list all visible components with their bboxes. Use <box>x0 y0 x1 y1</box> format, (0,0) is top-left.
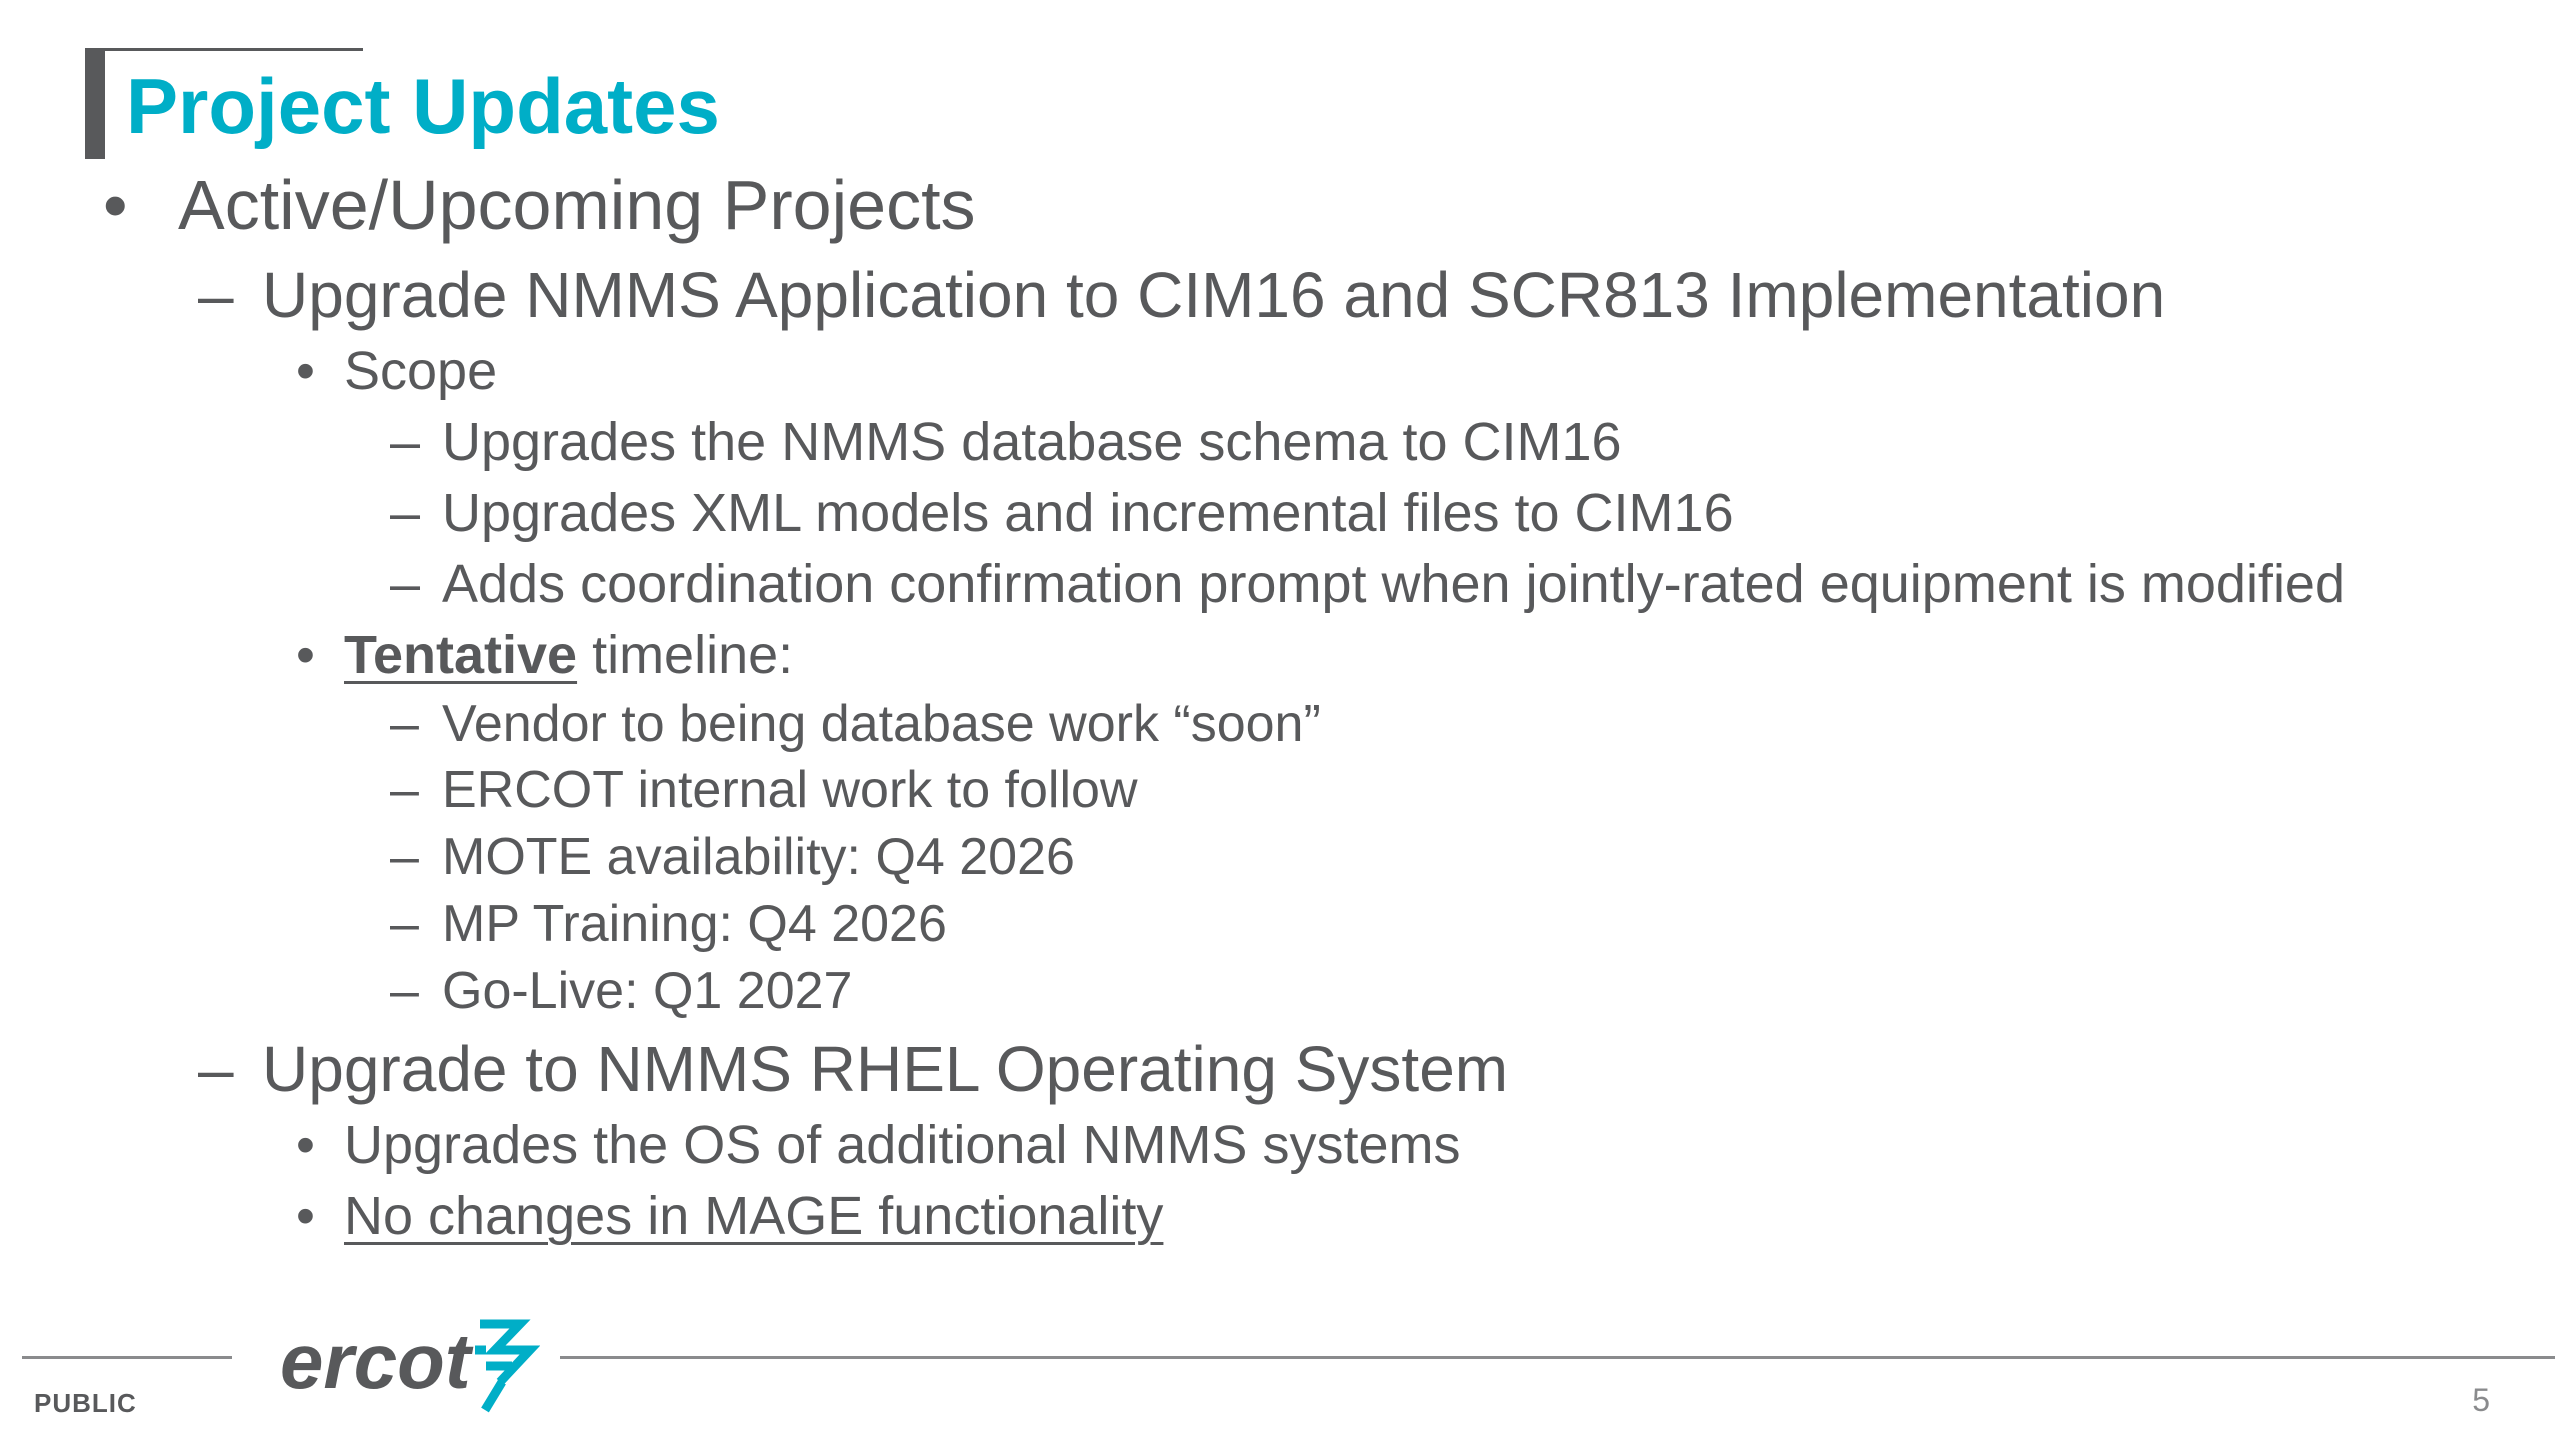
bullet-marker: • <box>296 625 315 685</box>
tentative-emphasis: Tentative <box>344 625 578 685</box>
dash-marker: – <box>390 828 419 886</box>
dash-marker: – <box>390 554 421 614</box>
dash-marker: – <box>390 483 421 543</box>
dash-marker: – <box>390 962 419 1020</box>
bullet-marker: • <box>296 341 315 401</box>
section-heading: Active/Upcoming Projects <box>178 166 976 244</box>
project2-item: Upgrades the OS of additional NMMS systems <box>344 1115 1461 1175</box>
project-item: Upgrade NMMS Application to CIM16 and SCR813 Implementation <box>262 259 2166 331</box>
classification-label: PUBLIC <box>34 1388 137 1418</box>
timeline-item: MP Training: Q4 2026 <box>442 895 947 953</box>
bullet-marker: • <box>296 1186 315 1246</box>
bullet-marker: • <box>103 166 128 244</box>
timeline-item: Vendor to being database work “soon” <box>442 695 1321 753</box>
timeline-item: ERCOT internal work to follow <box>442 761 1138 819</box>
ercot-wordmark: ercot <box>280 1317 471 1405</box>
project-item: Upgrade to NMMS RHEL Operating System <box>262 1033 1509 1105</box>
bullet-marker: • <box>296 1115 315 1175</box>
dash-marker: – <box>198 259 234 331</box>
scope-item: Upgrades XML models and incremental files to CIM16 <box>442 483 1734 543</box>
timeline-heading-label: timeline: <box>577 625 794 685</box>
timeline-heading <box>344 623 793 687</box>
footer-divider-right <box>560 1356 2555 1359</box>
ercot-logo <box>280 1310 540 1420</box>
slide-title: Project Updates <box>126 62 720 150</box>
page-number: 5 <box>2472 1382 2490 1418</box>
scope-item: Adds coordination confirmation prompt when jointly-rated equipment is modified <box>442 554 2345 614</box>
title-accent-bar <box>85 48 105 159</box>
timeline-item: MOTE availability: Q4 2026 <box>442 828 1075 886</box>
dash-marker: – <box>390 695 419 753</box>
dash-marker: – <box>198 1033 234 1105</box>
title-accent-rule <box>85 48 363 51</box>
scope-item: Upgrades the NMMS database schema to CIM16 <box>442 412 1622 472</box>
footer-divider-left <box>22 1356 232 1359</box>
project2-item: No changes in MAGE functionality <box>344 1186 1164 1246</box>
dash-marker: – <box>390 895 419 953</box>
scope-heading: Scope <box>344 341 498 401</box>
dash-marker: – <box>390 412 421 472</box>
timeline-item: Go-Live: Q1 2027 <box>442 962 853 1020</box>
lightning-bolt-logo-icon <box>475 1324 530 1410</box>
dash-marker: – <box>390 761 419 819</box>
